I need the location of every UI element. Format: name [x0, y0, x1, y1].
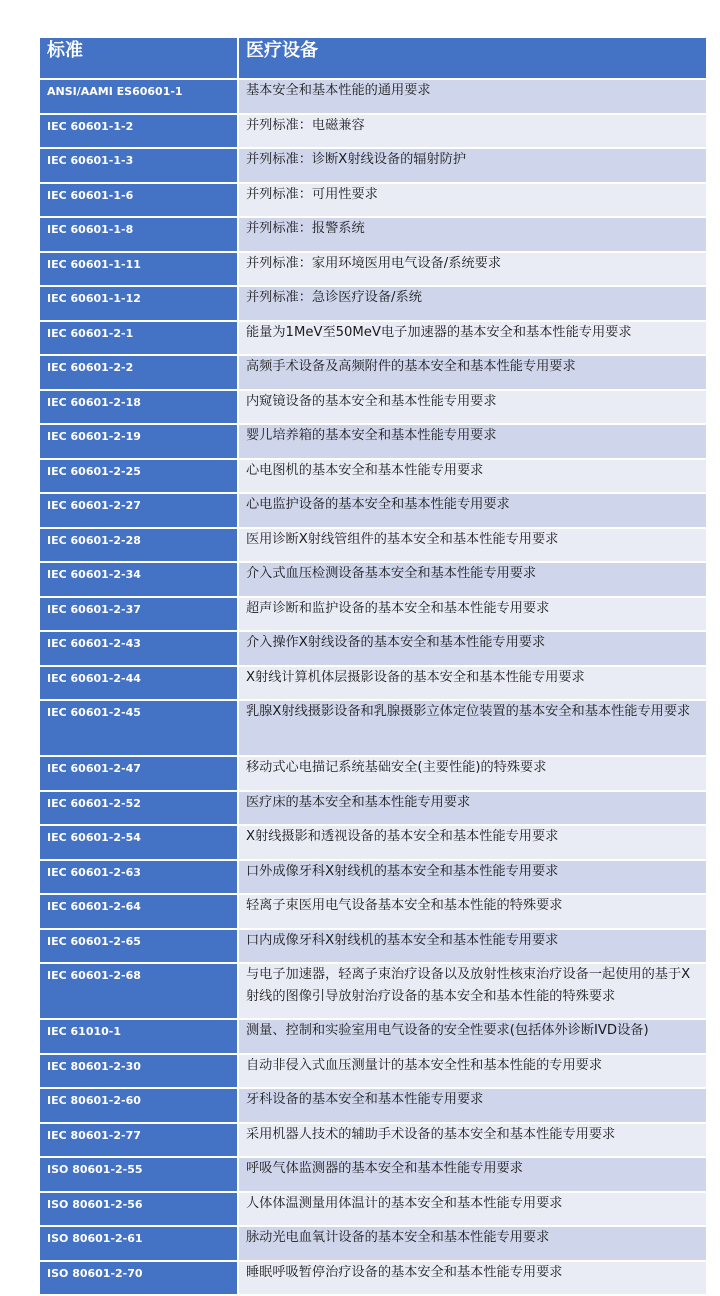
table-row: [40, 459, 706, 494]
standards-table-container: [40, 38, 706, 1296]
standard-cell: ISO 80601-2-61: [40, 1226, 238, 1261]
device-cell: 与电子加速器，轻离子束治疗设备以及放射性核束治疗设备一起使用的基于X射线的图像引导放射治疗设备的基本安全和基本性能的特殊要求: [238, 963, 706, 1019]
device-cell: 测量、控制和实验室用电气设备的安全性要求(包括体外诊断IVD设备): [238, 1019, 706, 1054]
table-row: [40, 860, 706, 895]
table-row: [40, 929, 706, 964]
device-cell: 牙科设备的基本安全和基本性能专用要求: [238, 1088, 706, 1123]
device-cell: 心电图机的基本安全和基本性能专用要求: [238, 459, 706, 494]
standard-cell: ANSI/AAMI ES60601-1: [40, 79, 238, 114]
device-cell: 人体体温测量用体温计的基本安全和基本性能专用要求: [238, 1192, 706, 1227]
standard-cell: IEC 80601-2-60: [40, 1088, 238, 1123]
standard-cell: IEC 60601-2-68: [40, 963, 238, 1019]
device-cell: 呼吸气体监测器的基本安全和基本性能专用要求: [238, 1157, 706, 1192]
device-cell: 基本安全和基本性能的通用要求: [238, 79, 706, 114]
table-row: [40, 114, 706, 149]
table-row: [40, 666, 706, 701]
table-row: [40, 631, 706, 666]
table-row: [40, 1088, 706, 1123]
table-row: [40, 1123, 706, 1158]
table-row: [40, 390, 706, 425]
device-cell: 并列标准：家用环境医用电气设备/系统要求: [238, 252, 706, 287]
standard-cell: IEC 60601-1-8: [40, 217, 238, 252]
table-row: [40, 700, 706, 756]
device-cell: 自动非侵入式血压测量计的基本安全性和基本性能的专用要求: [238, 1054, 706, 1089]
device-cell: 婴儿培养箱的基本安全和基本性能专用要求: [238, 424, 706, 459]
device-cell: 介入操作X射线设备的基本安全和基本性能专用要求: [238, 631, 706, 666]
table-row: [40, 321, 706, 356]
standard-cell: IEC 60601-1-11: [40, 252, 238, 287]
device-cell: 心电监护设备的基本安全和基本性能专用要求: [238, 493, 706, 528]
table-row: [40, 286, 706, 321]
standard-cell: IEC 60601-2-28: [40, 528, 238, 563]
table-row: [40, 79, 706, 114]
standard-cell: IEC 60601-1-2: [40, 114, 238, 149]
standard-cell: IEC 60601-2-47: [40, 756, 238, 791]
device-cell: 采用机器人技术的辅助手术设备的基本安全和基本性能专用要求: [238, 1123, 706, 1158]
table-row: [40, 252, 706, 287]
table-row: [40, 1054, 706, 1089]
device-cell: 高频手术设备及高频附件的基本安全和基本性能专用要求: [238, 355, 706, 390]
header-standard: 标准: [40, 38, 238, 79]
table-row: [40, 1019, 706, 1054]
device-cell: 移动式心电描记系统基础安全(主要性能)的特殊要求: [238, 756, 706, 791]
device-cell: 轻离子束医用电气设备基本安全和基本性能的特殊要求: [238, 894, 706, 929]
table-row: [40, 528, 706, 563]
table-row: [40, 493, 706, 528]
device-cell: 并列标准：报警系统: [238, 217, 706, 252]
standard-cell: IEC 60601-2-65: [40, 929, 238, 964]
standard-cell: IEC 60601-2-34: [40, 562, 238, 597]
table-row: [40, 791, 706, 826]
standard-cell: ISO 80601-2-56: [40, 1192, 238, 1227]
device-cell: 超声诊断和监护设备的基本安全和基本性能专用要求: [238, 597, 706, 632]
table-row: [40, 217, 706, 252]
standard-cell: IEC 60601-2-44: [40, 666, 238, 701]
standard-cell: IEC 60601-2-52: [40, 791, 238, 826]
standard-cell: IEC 60601-1-6: [40, 183, 238, 218]
table-row: [40, 963, 706, 1019]
device-cell: X射线摄影和透视设备的基本安全和基本性能专用要求: [238, 825, 706, 860]
standard-cell: IEC 60601-2-2: [40, 355, 238, 390]
standard-cell: IEC 60601-2-25: [40, 459, 238, 494]
device-cell: 医用诊断X射线管组件的基本安全和基本性能专用要求: [238, 528, 706, 563]
standard-cell: IEC 60601-2-63: [40, 860, 238, 895]
device-cell: 并列标准：电磁兼容: [238, 114, 706, 149]
device-cell: 睡眠呼吸暂停治疗设备的基本安全和基本性能专用要求: [238, 1261, 706, 1296]
standard-cell: IEC 60601-2-54: [40, 825, 238, 860]
header-device: 医疗设备: [238, 38, 706, 79]
device-cell: 乳腺X射线摄影设备和乳腺摄影立体定位装置的基本安全和基本性能专用要求: [238, 700, 706, 756]
standard-cell: IEC 60601-1-3: [40, 148, 238, 183]
table-row: [40, 183, 706, 218]
table-row: [40, 1226, 706, 1261]
standard-cell: ISO 80601-2-55: [40, 1157, 238, 1192]
standard-cell: IEC 80601-2-77: [40, 1123, 238, 1158]
table-row: [40, 756, 706, 791]
table-row: [40, 1261, 706, 1296]
table-row: [40, 825, 706, 860]
device-cell: 内窥镜设备的基本安全和基本性能专用要求: [238, 390, 706, 425]
device-cell: 口外成像牙科X射线机的基本安全和基本性能专用要求: [238, 860, 706, 895]
table-row: [40, 894, 706, 929]
standard-cell: IEC 60601-2-37: [40, 597, 238, 632]
device-cell: X射线计算机体层摄影设备的基本安全和基本性能专用要求: [238, 666, 706, 701]
device-cell: 口内成像牙科X射线机的基本安全和基本性能专用要求: [238, 929, 706, 964]
device-cell: 并列标准：可用性要求: [238, 183, 706, 218]
standard-cell: IEC 60601-2-45: [40, 700, 238, 756]
standard-cell: IEC 60601-1-12: [40, 286, 238, 321]
device-cell: 脉动光电血氧计设备的基本安全和基本性能专用要求: [238, 1226, 706, 1261]
table-row: [40, 562, 706, 597]
standard-cell: IEC 80601-2-30: [40, 1054, 238, 1089]
table-row: [40, 148, 706, 183]
standard-cell: ISO 80601-2-70: [40, 1261, 238, 1296]
device-cell: 并列标准：急诊医疗设备/系统: [238, 286, 706, 321]
table-row: [40, 355, 706, 390]
table-row: [40, 424, 706, 459]
table-body: [40, 79, 706, 1295]
standard-cell: IEC 60601-2-64: [40, 894, 238, 929]
table-row: [40, 597, 706, 632]
standards-table: [40, 38, 706, 1296]
standard-cell: IEC 60601-2-18: [40, 390, 238, 425]
device-cell: 能量为1MeV至50MeV电子加速器的基本安全和基本性能专用要求: [238, 321, 706, 356]
table-header-row: [40, 38, 706, 79]
standard-cell: IEC 60601-2-1: [40, 321, 238, 356]
standard-cell: IEC 60601-2-19: [40, 424, 238, 459]
standard-cell: IEC 60601-2-27: [40, 493, 238, 528]
device-cell: 并列标准：诊断X射线设备的辐射防护: [238, 148, 706, 183]
table-row: [40, 1157, 706, 1192]
standard-cell: IEC 60601-2-43: [40, 631, 238, 666]
device-cell: 介入式血压检测设备基本安全和基本性能专用要求: [238, 562, 706, 597]
table-row: [40, 1192, 706, 1227]
standard-cell: IEC 61010-1: [40, 1019, 238, 1054]
device-cell: 医疗床的基本安全和基本性能专用要求: [238, 791, 706, 826]
